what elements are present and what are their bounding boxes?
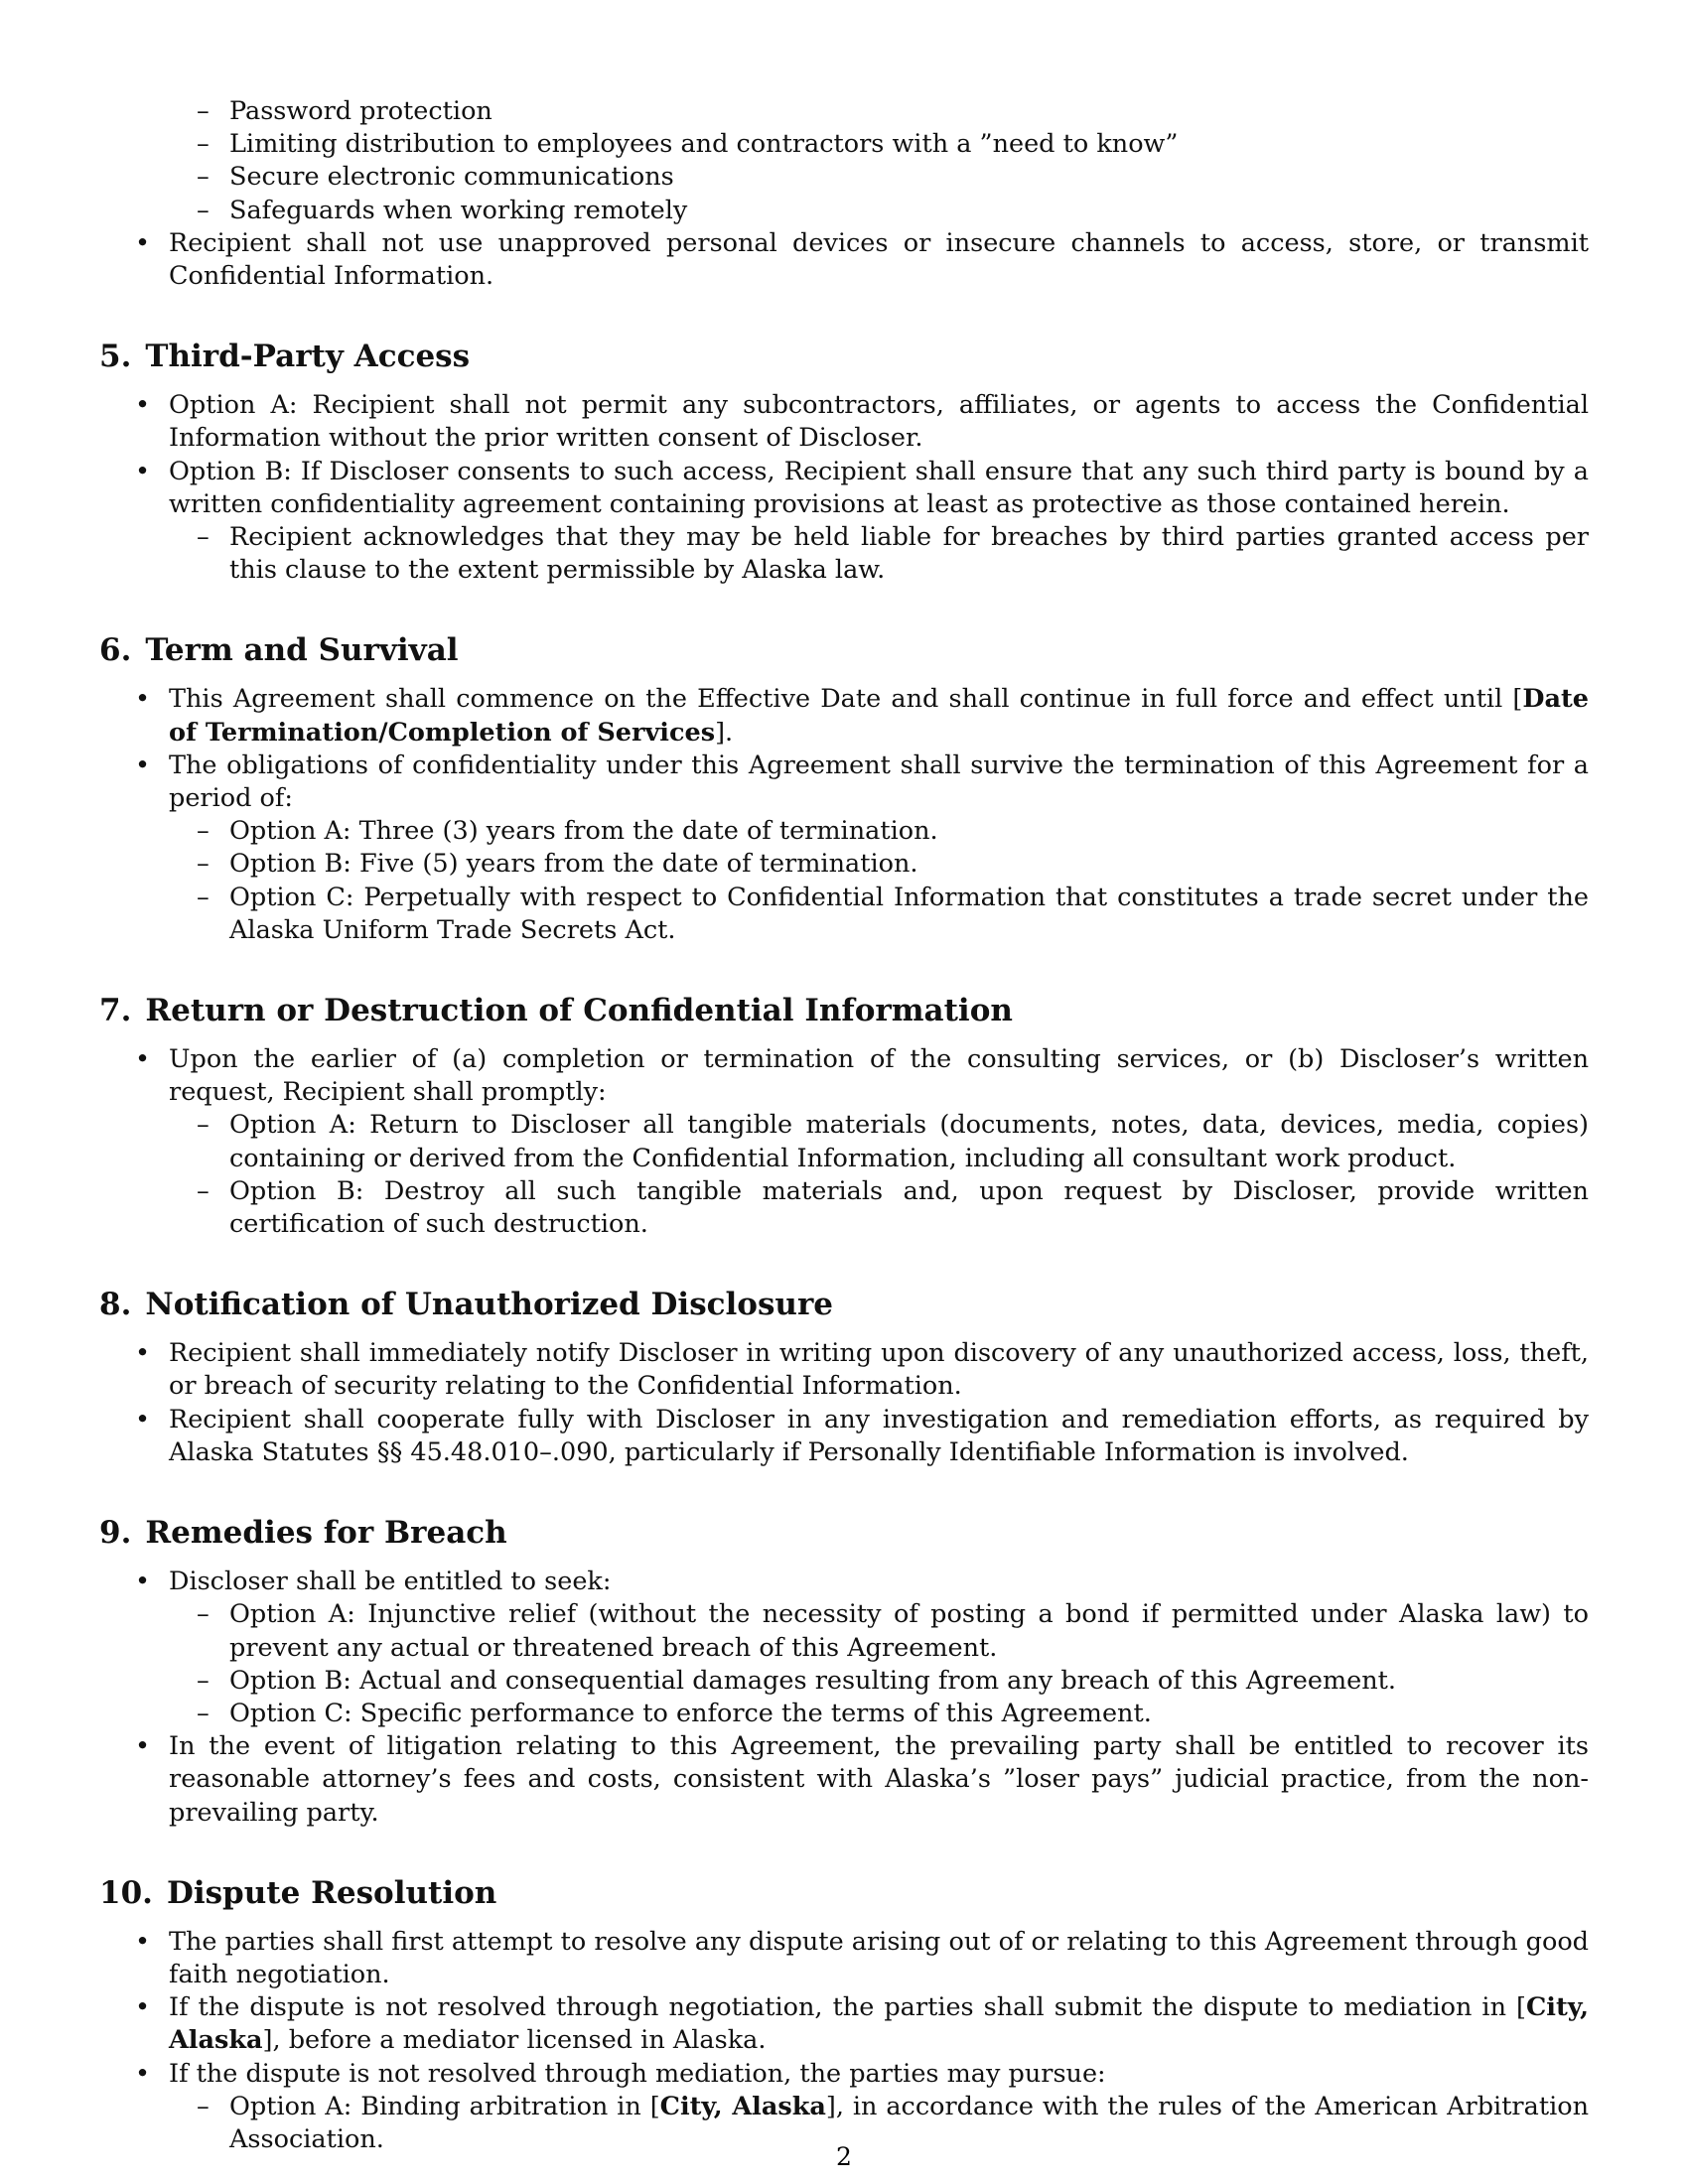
section-5-bullets	[99, 389, 1589, 587]
section-heading-5	[99, 337, 1589, 376]
section-title: Remedies for Breach	[145, 1515, 507, 1552]
list-item	[99, 1043, 1589, 1241]
section-heading-6	[99, 630, 1589, 670]
section-7-bullets	[99, 1043, 1589, 1241]
sub-list	[169, 1109, 1589, 1241]
sub-list	[169, 815, 1589, 947]
list-item-text: ], in accordance with the rules of the American Arbitration Association.	[229, 2091, 1590, 2154]
sub-list	[169, 521, 1589, 587]
list-item-text: ].	[715, 717, 734, 748]
list-item-text: The obligations of confidentiality under this Agreement shall survive the termination of this Agreement for a period of:	[169, 750, 1589, 814]
section-title: Notification of Unauthorized Disclosure	[145, 1287, 834, 1323]
placeholder-text: Date of Termination/Completion of Services	[169, 684, 1589, 748]
section-heading-10	[99, 1873, 1589, 1913]
section-number: 8.	[99, 1287, 132, 1323]
list-item: • The parties shall first attempt to resolve any dispute arising out of or relating to this Agreement through good faith negotiation.	[99, 1926, 1589, 1991]
sub-list	[169, 1598, 1589, 1730]
list-item: – Option A: Return to Discloser all tangible materials (documents, notes, data, devices, media, copies) containing or derived from the Confidential Information, including all consultant work product.	[169, 1109, 1589, 1174]
list-item: – Option B: Destroy all such tangible materials and, upon request by Discloser, provide written certification of such destruction.	[169, 1175, 1589, 1241]
list-item-text: ], before a mediator licensed in Alaska.	[262, 2025, 767, 2056]
list-item: – Secure electronic communications	[99, 161, 1589, 194]
list-item: – Option C: Perpetually with respect to Confidential Information that constitutes a trade secret under the Alaska Uniform Trade Secrets Act.	[169, 882, 1589, 947]
list-item	[99, 683, 1589, 749]
section-title: Term and Survival	[145, 632, 459, 669]
list-item	[99, 1566, 1589, 1730]
list-item: – Option B: Actual and consequential damages resulting from any breach of this Agreement.	[169, 1665, 1589, 1698]
section-heading-8	[99, 1285, 1589, 1324]
section-heading-9	[99, 1513, 1589, 1553]
list-item-text: Option A: Binding arbitration in [	[229, 2091, 660, 2121]
section-title: Third-Party Access	[145, 339, 471, 375]
list-item	[99, 1991, 1589, 2057]
section-heading-7	[99, 991, 1589, 1030]
section-number: 6.	[99, 632, 132, 669]
list-item: – Safeguards when working remotely	[99, 195, 1589, 227]
list-item: • In the event of litigation relating to this Agreement, the prevailing party shall be entitled to recover its reasonable attorney’s fees and costs, consistent with Alaska’s ”loser pays” judicial practice, from the non-prevailing party.	[99, 1730, 1589, 1830]
section-6-bullets	[99, 683, 1589, 947]
list-item	[99, 456, 1589, 588]
section-title: Return or Destruction of Confidential Information	[145, 993, 1013, 1029]
section-title: Dispute Resolution	[166, 1874, 497, 1911]
page-number: 2	[836, 2142, 852, 2171]
section-4-bullets	[99, 227, 1589, 293]
list-item-text: Option B: If Discloser consents to such access, Recipient shall ensure that any such third party is bound by a written confidentiality agreement containing provisions at least as protective as those contained herein.	[169, 456, 1589, 519]
list-item: • Recipient shall cooperate fully with Discloser in any investigation and remediation efforts, as required by Alaska Statutes §§ 45.48.010–.090, particularly if Personally Identifiable Information is involved.	[99, 1404, 1589, 1469]
list-item	[99, 750, 1589, 947]
document-page	[99, 95, 1589, 2156]
list-item-text: This Agreement shall commence on the Effective Date and shall continue in full force and effect until [	[169, 684, 1523, 715]
placeholder-text: City, Alaska	[659, 2091, 826, 2121]
security-measures-list	[99, 95, 1589, 227]
section-8-bullets	[99, 1337, 1589, 1469]
list-item: – Limiting distribution to employees and contractors with a ”need to know”	[99, 128, 1589, 161]
list-item: – Option B: Five (5) years from the date of termination.	[169, 848, 1589, 881]
section-number: 7.	[99, 993, 132, 1029]
list-item: • Recipient shall immediately notify Discloser in writing upon discovery of any unauthorized access, loss, theft, or breach of security relating to the Confidential Information.	[99, 1337, 1589, 1403]
list-item: • Option A: Recipient shall not permit any subcontractors, affiliates, or agents to access the Confidential Information without the prior written consent of Discloser.	[99, 389, 1589, 455]
section-number: 9.	[99, 1515, 132, 1552]
list-item-text: Upon the earlier of (a) completion or termination of the consulting services, or (b) Discloser’s written request, Recipient shall promptly:	[169, 1044, 1589, 1108]
list-item-text: If the dispute is not resolved through mediation, the parties may pursue:	[169, 2058, 1106, 2089]
list-item: – Option A: Three (3) years from the date of termination.	[169, 815, 1589, 848]
list-item: – Option A: Injunctive relief (without the necessity of posting a bond if permitted under Alaska law) to prevent any actual or threatened breach of this Agreement.	[169, 1598, 1589, 1664]
list-item: – Option C: Specific performance to enforce the terms of this Agreement.	[169, 1698, 1589, 1730]
section-number: 10.	[99, 1874, 153, 1911]
list-item-text: Discloser shall be entitled to seek:	[169, 1567, 612, 1597]
list-item: • Recipient shall not use unapproved personal devices or insecure channels to access, store, or transmit Confidential Information.	[99, 227, 1589, 293]
list-item: – Password protection	[99, 95, 1589, 128]
placeholder-text: City, Alaska	[169, 1992, 1589, 2056]
list-item-text: If the dispute is not resolved through negotiation, the parties shall submit the dispute to mediation in [	[169, 1992, 1526, 2023]
section-10-bullets	[99, 1926, 1589, 2156]
list-item: – Recipient acknowledges that they may be held liable for breaches by third parties granted access per this clause to the extent permissible by Alaska law.	[169, 521, 1589, 587]
section-9-bullets	[99, 1566, 1589, 1830]
section-number: 5.	[99, 339, 132, 375]
